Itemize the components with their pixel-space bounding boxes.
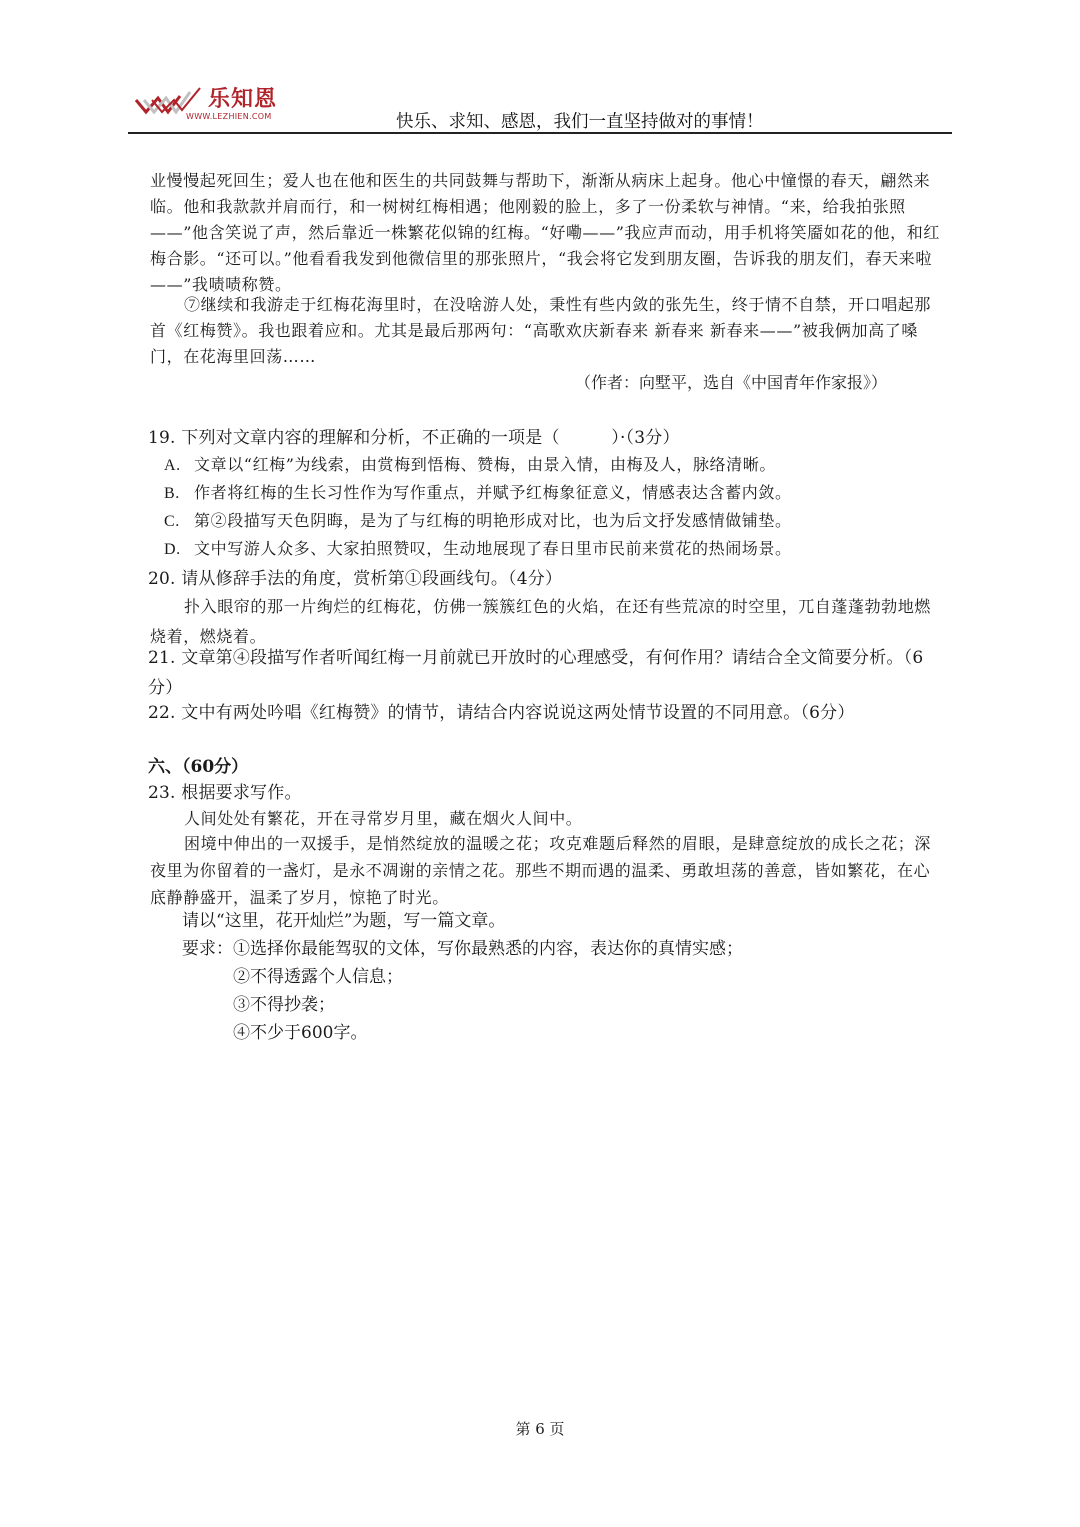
- section-title: 六、（60分）: [148, 757, 249, 777]
- requirement-item: ④不少于600字。: [233, 1023, 368, 1043]
- passage-paragraph-7: ⑦继续和我游走于红梅花海里时，在没啥游人处，秉性有些内敛的张先生，终于情不自禁，开口唱起那首《红梅赞》。我也跟着应和。尤其是最后那两句：“高歌欢庆新春来 新春来 新春来——”被我俩加高了嗓门，在花海里回荡……: [150, 295, 932, 366]
- question-19: 19. 下列对文章内容的理解和分析，不正确的一项是（ ）·（3分）: [148, 428, 680, 448]
- option-key: B.: [164, 485, 180, 502]
- q19-option-c: [164, 508, 940, 535]
- passage-source: （作者：向墅平，选自《中国青年作家报》）: [575, 373, 888, 392]
- requirements-label: 要求：: [182, 939, 233, 959]
- passage-paragraph-continued: 业慢慢起死回生；爱人也在他和医生的共同鼓舞与帮助下，渐渐从病床上起身。他心中憧憬的春天，翩然来临。他和我款款并肩而行，和一树树红梅相遇；他刚毅的脸上，多了一份柔软与神情。“来，给我拍张照——”他含笑说了声，然后靠近一株繁花似锦的红梅。“好嘞——”我应声而动，用手机将笑靥如花的他，和红梅合影。“还可以。”他看看我发到他微信里的那张照片，“我会将它发到朋友圈，告诉我的朋友们，春天来啦——”我啧啧称赞。: [150, 171, 940, 294]
- logo-text: 乐知恩: [208, 87, 278, 112]
- option-text: 文章以“红梅”为线索，由赏梅到悟梅、赞梅，由景入情，由梅及人，脉络清晰。: [194, 455, 776, 474]
- question-20: 20. 请从修辞手法的角度，赏析第①段画线句。（4分）: [148, 569, 563, 589]
- question-21: 21. 文章第④段描写作者听闻红梅一月前就已开放时的心理感受，有何作用？请结合全文简要分析。（6分）: [148, 648, 924, 698]
- q19-option-a: [164, 452, 940, 479]
- logo: [134, 80, 284, 124]
- header-divider: [128, 132, 952, 134]
- option-text: 第②段描写天色阴晦，是为了与红梅的明艳形成对比，也为后文抒发感情做铺垫。: [194, 511, 792, 530]
- requirement-item: ①选择你最能驾驭的文体，写你最熟悉的内容，表达你的真情实感；: [233, 939, 743, 959]
- question-23: 23. 根据要求写作。: [148, 783, 302, 803]
- question-22: 22. 文中有两处吟唱《红梅赞》的情节，请结合内容说说这两处情节设置的不同用意。（6分）: [148, 703, 855, 723]
- header-slogan: 快乐、求知、感恩，我们一直坚持做对的事情！: [396, 112, 764, 132]
- option-key: A.: [164, 457, 181, 474]
- writing-prompt: 请以“这里，花开灿烂”为题，写一篇文章。: [182, 911, 506, 931]
- q19-option-b: [164, 480, 940, 507]
- logo-url: WWW.LEZHIEN.COM: [186, 112, 272, 121]
- option-text: 文中写游人众多、大家拍照赞叹，生动地展现了春日里市民前来赏花的热闹场景。: [194, 539, 792, 558]
- option-key: D.: [164, 541, 181, 558]
- option-text: 作者将红梅的生长习性作为写作重点，并赋予红梅象征意义，情感表达含蓄内敛。: [194, 483, 792, 502]
- requirement-item: ②不得透露个人信息；: [233, 967, 403, 987]
- option-key: C.: [164, 513, 180, 530]
- writing-material-1: 人间处处有繁花，开在寻常岁月里，藏在烟火人间中。: [184, 809, 583, 828]
- writing-material-2: 困境中伸出的一双援手，是悄然绽放的温暖之花；攻克难题后释然的眉眼，是肆意绽放的成长之花；深夜里为你留着的一盏灯，是永不凋谢的亲情之花。那些不期而遇的温柔、勇敢坦荡的善意，皆如繁花，在心底静静盛开，温柔了岁月，惊艳了时光。: [150, 834, 932, 907]
- page-header: [128, 78, 952, 136]
- page-number: 第 6 页: [515, 1420, 565, 1438]
- q19-option-d: [164, 536, 940, 563]
- requirement-item: ③不得抄袭；: [233, 995, 335, 1015]
- q20-quoted-sentence: 扑入眼帘的那一片绚烂的红梅花，仿佛一簇簇红色的火焰，在还有些荒凉的时空里，兀自蓬蓬勃勃地燃烧着，燃烧着。: [150, 597, 932, 646]
